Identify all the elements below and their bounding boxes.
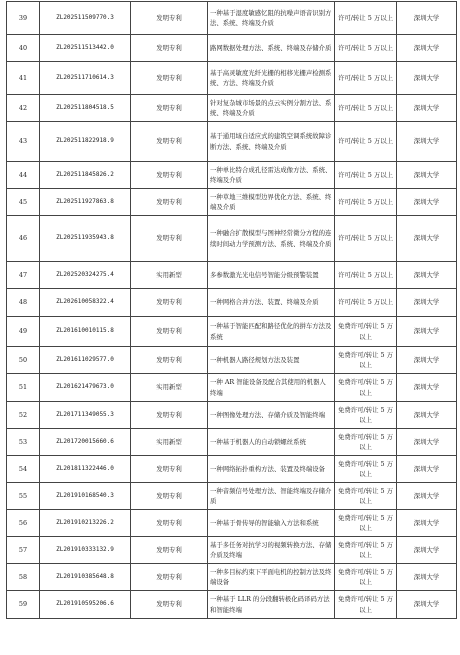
patent-table [6,1,457,619]
patent-owner: 深圳大学 [397,35,457,62]
license-terms: 免费许可/转让 5 万以上 [335,537,397,564]
patent-owner: 深圳大学 [397,122,457,162]
license-terms: 许可/转让 5 万以上 [335,216,397,262]
patent-number: ZL201720015660.6 [40,429,131,456]
patent-number: ZL202511509770.3 [40,2,131,35]
patent-name: 一种融合扩散模型与图神经常微分方程的连续时间动力学预测方法、系统、终端及介质 [208,216,335,262]
patent-type: 发明专利 [131,95,208,122]
patent-type: 发明专利 [131,483,208,510]
patent-owner: 深圳大学 [397,537,457,564]
license-terms: 免费许可/转让 5 万以上 [335,374,397,402]
row-number: 58 [7,564,40,591]
patent-number: ZL201910213226.2 [40,510,131,537]
patent-owner: 深圳大学 [397,510,457,537]
patent-owner: 深圳大学 [397,162,457,189]
patent-type: 发明专利 [131,122,208,162]
row-number: 47 [7,262,40,289]
patent-name: 针对复杂城市场景的点云实例分割方法、系统、终端及介质 [208,95,335,122]
patent-name: 一种基于湿度敏感忆阻的抗噪声语音识别方法、系统、终端及介质 [208,2,335,35]
patent-owner: 深圳大学 [397,456,457,483]
license-terms: 许可/转让 5 万以上 [335,62,397,95]
row-number: 41 [7,62,40,95]
table-row [7,95,457,122]
patent-name: 一种 AR 智能设备及配合其使用的机器人终端 [208,374,335,402]
license-terms: 免费许可/转让 5 万以上 [335,483,397,510]
patent-name: 一种多目标约束下平面电机的控制方法及终端设备 [208,564,335,591]
patent-type: 发明专利 [131,216,208,262]
license-terms: 许可/转让 5 万以上 [335,2,397,35]
patent-owner: 深圳大学 [397,402,457,429]
table-row [7,122,457,162]
license-terms: 许可/转让 5 万以上 [335,162,397,189]
patent-type: 发明专利 [131,35,208,62]
patent-name: 一种机器人路径规划方法及装置 [208,347,335,374]
license-terms: 免费许可/转让 5 万以上 [335,510,397,537]
table-row [7,564,457,591]
patent-name: 一种网络拓扑重构方法、装置及终端设备 [208,456,335,483]
row-number: 44 [7,162,40,189]
patent-name: 一种图像处理方法、存储介质及智能终端 [208,402,335,429]
license-terms: 许可/转让 5 万以上 [335,35,397,62]
table-row [7,317,457,347]
row-number: 46 [7,216,40,262]
patent-name: 一种网格合并方法、装置、终端及介质 [208,289,335,317]
patent-number: ZL201610010115.8 [40,317,131,347]
patent-owner: 深圳大学 [397,62,457,95]
table-row [7,189,457,216]
patent-owner: 深圳大学 [397,591,457,619]
patent-number: ZL201910385648.8 [40,564,131,591]
patent-type: 发明专利 [131,537,208,564]
table-row [7,510,457,537]
patent-owner: 深圳大学 [397,374,457,402]
table-row [7,402,457,429]
patent-owner: 深圳大学 [397,564,457,591]
patent-type: 发明专利 [131,402,208,429]
patent-name: 一种草地三维模型边界优化方法、系统、终端及介质 [208,189,335,216]
patent-number: ZL202511513442.0 [40,35,131,62]
license-terms: 许可/转让 5 万以上 [335,189,397,216]
patent-type: 发明专利 [131,510,208,537]
table-row [7,429,457,456]
patent-owner: 深圳大学 [397,189,457,216]
patent-name: 路网数据处理方法、系统、终端及存储介质 [208,35,335,62]
patent-number: ZL202511804518.5 [40,95,131,122]
patent-type: 发明专利 [131,162,208,189]
patent-owner: 深圳大学 [397,216,457,262]
row-number: 40 [7,35,40,62]
patent-type: 实用新型 [131,374,208,402]
patent-name: 一种基于智能匹配和路径优化的拼车方法及系统 [208,317,335,347]
license-terms: 许可/转让 5 万以上 [335,262,397,289]
license-terms: 免费许可/转让 5 万以上 [335,456,397,483]
table-row [7,456,457,483]
patent-type: 发明专利 [131,289,208,317]
patent-type: 发明专利 [131,347,208,374]
patent-number: ZL202511710614.3 [40,62,131,95]
patent-number: ZL201621479673.0 [40,374,131,402]
license-terms: 免费许可/转让 5 万以上 [335,402,397,429]
patent-number: ZL201611029577.0 [40,347,131,374]
row-number: 48 [7,289,40,317]
row-number: 54 [7,456,40,483]
patent-owner: 深圳大学 [397,429,457,456]
table-row [7,591,457,619]
patent-number: ZL202511935943.8 [40,216,131,262]
license-terms: 许可/转让 5 万以上 [335,122,397,162]
table-row [7,347,457,374]
table-row [7,2,457,35]
table-row [7,62,457,95]
patent-name: 一种单比特合成孔径雷达成像方法、系统、终端及介质 [208,162,335,189]
table-row [7,289,457,317]
patent-name: 基于通用域自适应式的建筑空调系统故障诊断方法、系统、终端及介质 [208,122,335,162]
row-number: 56 [7,510,40,537]
patent-number: ZL201910595206.6 [40,591,131,619]
table-row [7,35,457,62]
patent-owner: 深圳大学 [397,95,457,122]
patent-type: 实用新型 [131,429,208,456]
patent-owner: 深圳大学 [397,483,457,510]
table-row [7,537,457,564]
patent-type: 发明专利 [131,62,208,95]
table-row [7,162,457,189]
patent-number: ZL201811322446.0 [40,456,131,483]
patent-type: 发明专利 [131,564,208,591]
patent-number: ZL202520324275.4 [40,262,131,289]
patent-owner: 深圳大学 [397,2,457,35]
patent-name: 多参数激光光电信号智能分级预警装置 [208,262,335,289]
row-number: 49 [7,317,40,347]
patent-type: 发明专利 [131,591,208,619]
patent-type: 发明专利 [131,317,208,347]
patent-table-body [7,2,457,619]
patent-type: 实用新型 [131,262,208,289]
row-number: 59 [7,591,40,619]
patent-number: ZL202511927863.8 [40,189,131,216]
patent-name: 一种基于机器人的自动锁螺丝系统 [208,429,335,456]
row-number: 50 [7,347,40,374]
row-number: 57 [7,537,40,564]
patent-number: ZL201910168540.3 [40,483,131,510]
license-terms: 免费许可/转让 5 万以上 [335,347,397,374]
patent-type: 发明专利 [131,189,208,216]
row-number: 43 [7,122,40,162]
license-terms: 免费许可/转让 5 万以上 [335,564,397,591]
license-terms: 免费许可/转让 5 万以上 [335,429,397,456]
table-row [7,483,457,510]
table-row [7,374,457,402]
patent-name: 基于高灵敏度光纤光栅的相移光栅声检测系统、方法、终端及介质 [208,62,335,95]
table-row [7,262,457,289]
row-number: 42 [7,95,40,122]
patent-type: 发明专利 [131,2,208,35]
license-terms: 免费许可/转让 5 万以上 [335,591,397,619]
table-row [7,216,457,262]
patent-number: ZL202610058322.4 [40,289,131,317]
row-number: 45 [7,189,40,216]
patent-number: ZL201910333132.9 [40,537,131,564]
patent-number: ZL202511845826.2 [40,162,131,189]
patent-owner: 深圳大学 [397,289,457,317]
patent-owner: 深圳大学 [397,262,457,289]
row-number: 53 [7,429,40,456]
row-number: 51 [7,374,40,402]
license-terms: 许可/转让 5 万以上 [335,289,397,317]
patent-owner: 深圳大学 [397,347,457,374]
license-terms: 许可/转让 5 万以上 [335,95,397,122]
patent-name: 一种音频信号处理方法、智能终端及存储介质 [208,483,335,510]
patent-name: 基于多任务对抗学习的视频转换方法、存储介质及终端 [208,537,335,564]
patent-name: 一种基于 LLR 的分段翻转极化码译码方法和智能终端 [208,591,335,619]
patent-number: ZL201711349055.3 [40,402,131,429]
patent-owner: 深圳大学 [397,317,457,347]
license-terms: 免费许可/转让 5 万以上 [335,317,397,347]
patent-type: 发明专利 [131,456,208,483]
row-number: 52 [7,402,40,429]
patent-number: ZL202511822918.9 [40,122,131,162]
row-number: 39 [7,2,40,35]
row-number: 55 [7,483,40,510]
patent-name: 一种基于骨传导的智能输入方法和系统 [208,510,335,537]
